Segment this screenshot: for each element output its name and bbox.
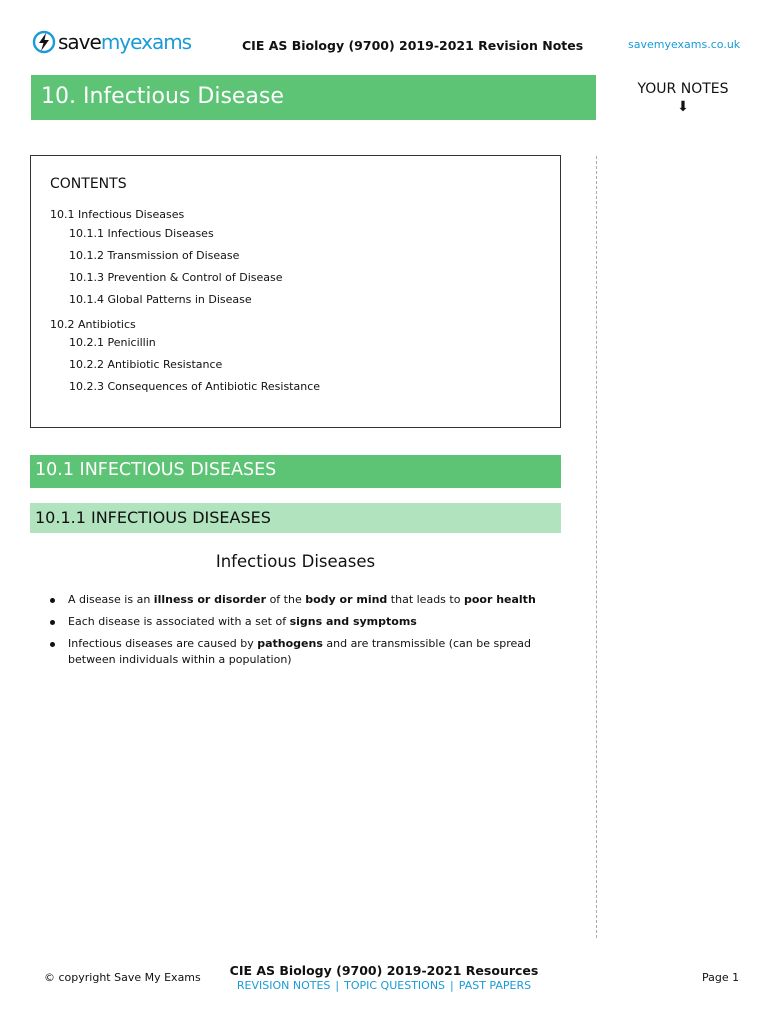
contents-box bbox=[30, 155, 561, 428]
revision-notes-link[interactable]: REVISION NOTES bbox=[236, 979, 331, 992]
section-title: 10.1 INFECTIOUS DISEASES bbox=[30, 455, 561, 488]
past-papers-link[interactable]: PAST PAPERS bbox=[458, 979, 532, 992]
down-arrow-icon: ⬇ bbox=[677, 99, 689, 115]
contents-title: CONTENTS bbox=[50, 176, 127, 192]
page-header bbox=[0, 0, 768, 70]
list-item: Infectious diseases are caused by pathogens and are transmissible (can be spread between individuals within a population) bbox=[50, 636, 570, 668]
document-title: CIE AS Biology (9700) 2019-2021 Revision Notes bbox=[242, 38, 584, 53]
toc-item-10-1-4[interactable]: 10.1.4 Global Patterns in Disease bbox=[69, 293, 252, 306]
list-item: A disease is an illness or disorder of the body or mind that leads to poor health bbox=[50, 592, 570, 608]
toc-item-10-2[interactable]: 10.2 Antibiotics bbox=[50, 318, 136, 331]
footer-title: CIE AS Biology (9700) 2019-2021 Resources bbox=[229, 963, 539, 978]
your-notes-label bbox=[628, 80, 738, 116]
logo-text: savemyexams bbox=[58, 30, 192, 54]
site-link[interactable]: savemyexams.co.uk bbox=[628, 38, 741, 51]
list-item: Each disease is associated with a set of signs and symptoms bbox=[50, 614, 570, 630]
bullet-icon bbox=[50, 642, 55, 647]
link-separator: | bbox=[450, 979, 454, 992]
save-my-exams-logo[interactable] bbox=[32, 30, 191, 54]
toc-item-10-1-3[interactable]: 10.1.3 Prevention & Control of Disease bbox=[69, 271, 283, 284]
toc-item-10-2-1[interactable]: 10.2.1 Penicillin bbox=[69, 336, 156, 349]
bullet-icon bbox=[50, 620, 55, 625]
your-notes-text: YOUR NOTES bbox=[637, 81, 729, 97]
toc-item-10-1[interactable]: 10.1 Infectious Diseases bbox=[50, 208, 185, 221]
topic-heading: Infectious Diseases bbox=[215, 552, 376, 571]
toc-item-10-1-2[interactable]: 10.1.2 Transmission of Disease bbox=[69, 249, 240, 262]
lightning-icon bbox=[32, 30, 56, 54]
bullet-icon bbox=[50, 598, 55, 603]
page-number: Page 1 bbox=[702, 971, 740, 984]
subsection-title: 10.1.1 INFECTIOUS DISEASES bbox=[30, 503, 561, 533]
toc-item-10-2-2[interactable]: 10.2.2 Antibiotic Resistance bbox=[69, 358, 223, 371]
copyright: © copyright Save My Exams bbox=[44, 971, 201, 984]
link-separator: | bbox=[335, 979, 340, 992]
chapter-title: 10. Infectious Disease bbox=[31, 75, 596, 120]
notes-divider bbox=[596, 156, 597, 938]
topic-questions-link[interactable]: TOPIC QUESTIONS bbox=[344, 979, 446, 992]
toc-item-10-1-1[interactable]: 10.1.1 Infectious Diseases bbox=[69, 227, 214, 240]
footer-links bbox=[0, 979, 768, 992]
toc-item-10-2-3[interactable]: 10.2.3 Consequences of Antibiotic Resistance bbox=[69, 380, 321, 393]
